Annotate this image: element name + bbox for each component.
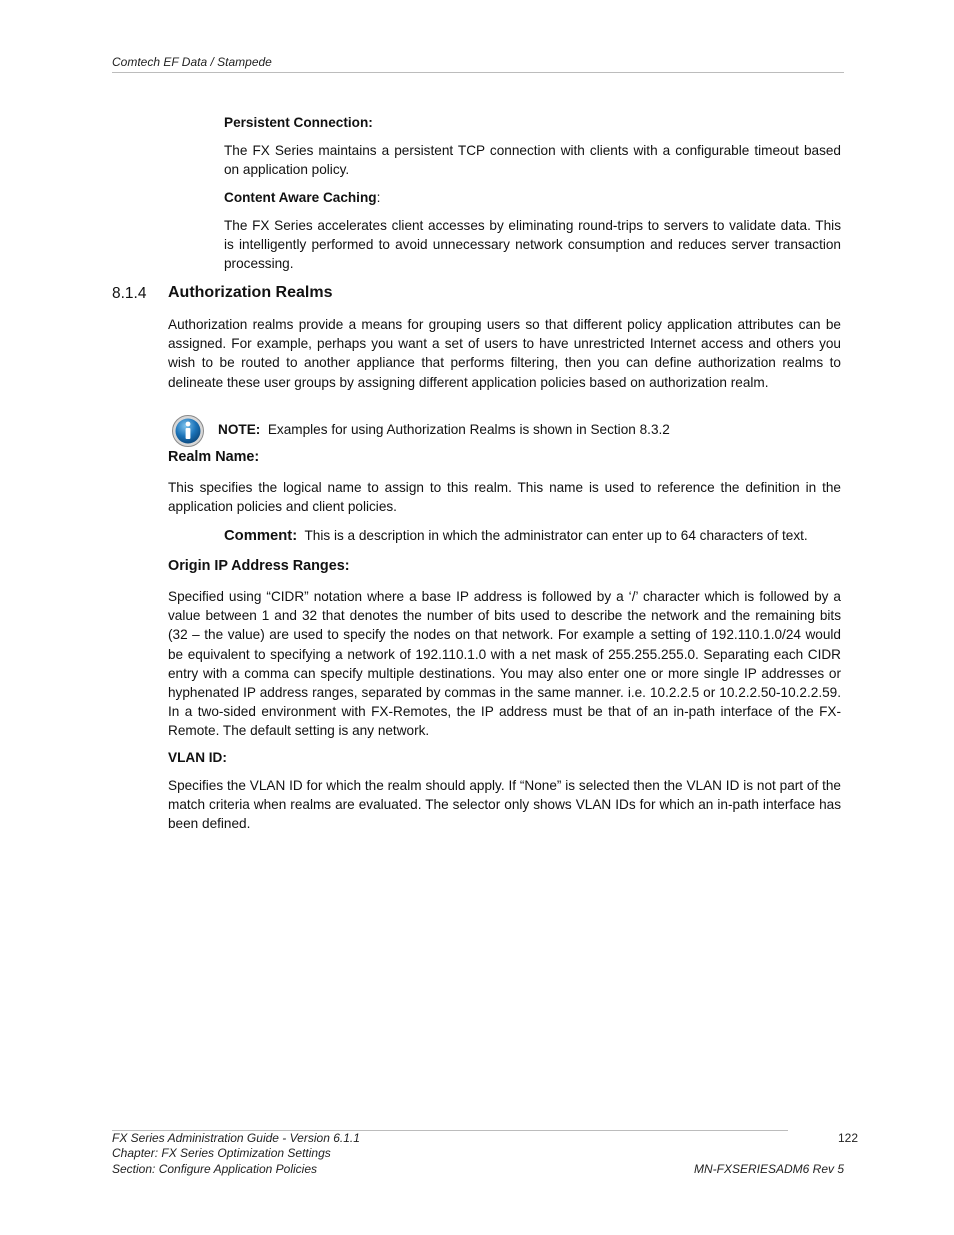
vlan-heading: VLAN ID:	[168, 750, 227, 765]
footer-chapter: Chapter: FX Series Optimization Settings	[112, 1146, 331, 1160]
realm-name-body: This specifies the logical name to assign to this realm. This name is used to reference the definition in the application policies and client policies.	[168, 480, 841, 515]
note-line	[218, 420, 841, 439]
note-label: NOTE:	[218, 422, 261, 437]
caching-body: The FX Series accelerates client accesses by eliminating round-trips to servers to validate data. This is intelligently performed to avoid unnecessary network consumption and reduces server transaction processing.	[224, 218, 841, 272]
section-title: Authorization Realms	[168, 284, 333, 301]
realm-name-heading: Realm Name:	[168, 449, 260, 465]
persistent-heading: Persistent Connection:	[224, 115, 373, 130]
footer-section: Section: Configure Application Policies	[112, 1162, 318, 1176]
footer-guide: FX Series Administration Guide - Version 6.1.1	[112, 1131, 360, 1145]
comment-text: This is a description in which the administrator can enter up to 64 characters of text.	[304, 528, 808, 543]
comment-label: Comment:	[224, 528, 298, 544]
vlan-body: Specifies the VLAN ID for which the realm should apply. If “None” is selected then the VLAN ID is not part of the match criteria when realms are evaluated. The selector only shows VLAN IDs for which an in-path interface has been defined.	[168, 778, 841, 832]
comment-line	[224, 526, 844, 546]
note-text: Examples for using Authorization Realms is shown in Section 8.3.2	[267, 422, 670, 437]
header-rule	[112, 72, 844, 73]
info-icon	[171, 414, 205, 448]
running-header: Comtech EF Data / Stampede	[112, 55, 272, 69]
footer-doc-id: MN-FXSERIESADM6 Rev 5	[694, 1162, 845, 1176]
origin-heading: Origin IP Address Ranges:	[168, 558, 350, 574]
persistent-body: The FX Series maintains a persistent TCP connection with clients with a configurable timeout based on application policy.	[224, 143, 841, 178]
origin-body: Specified using “CIDR” notation where a base IP address is followed by a ‘/’ character which is followed by a value between 1 and 32 that denotes the number of bits used to describe the network and the remaining bits (32 – the value) are used to specify the nodes on that network. For example a setting of 192.110.1.0/24 would be equivalent to specifying a network of 192.110.1.0 with a net mask of 255.255.255.0. Separating each CIDR entry with a comma can specify multiple destinations. You may also enter one or more single IP addresses or hyphenated IP address ranges, separated by commas in the same manner. i.e. 10.2.2.5 or 10.2.2.50-10.2.2.59. In a two-sided environment with FX-Remotes, the IP address must be that of an in-path interface of the FX-Remote. The default setting is any network.	[168, 589, 841, 739]
caching-heading: Content Aware Caching	[224, 190, 377, 205]
caching-heading-line	[224, 188, 841, 207]
section-number: 8.1.4	[112, 285, 147, 302]
page-number: 122	[838, 1131, 859, 1145]
section-intro: Authorization realms provide a means for grouping users so that different policy application attributes can be assigned. For example, perhaps you want a set of users to have unrestricted Internet access and others you wish to be routed to another appliance that performs filtering, then you can define authorization realms to delineate these user groups by assigning different application policies based on authorization realm.	[168, 317, 841, 390]
caching-colon: :	[376, 190, 381, 205]
